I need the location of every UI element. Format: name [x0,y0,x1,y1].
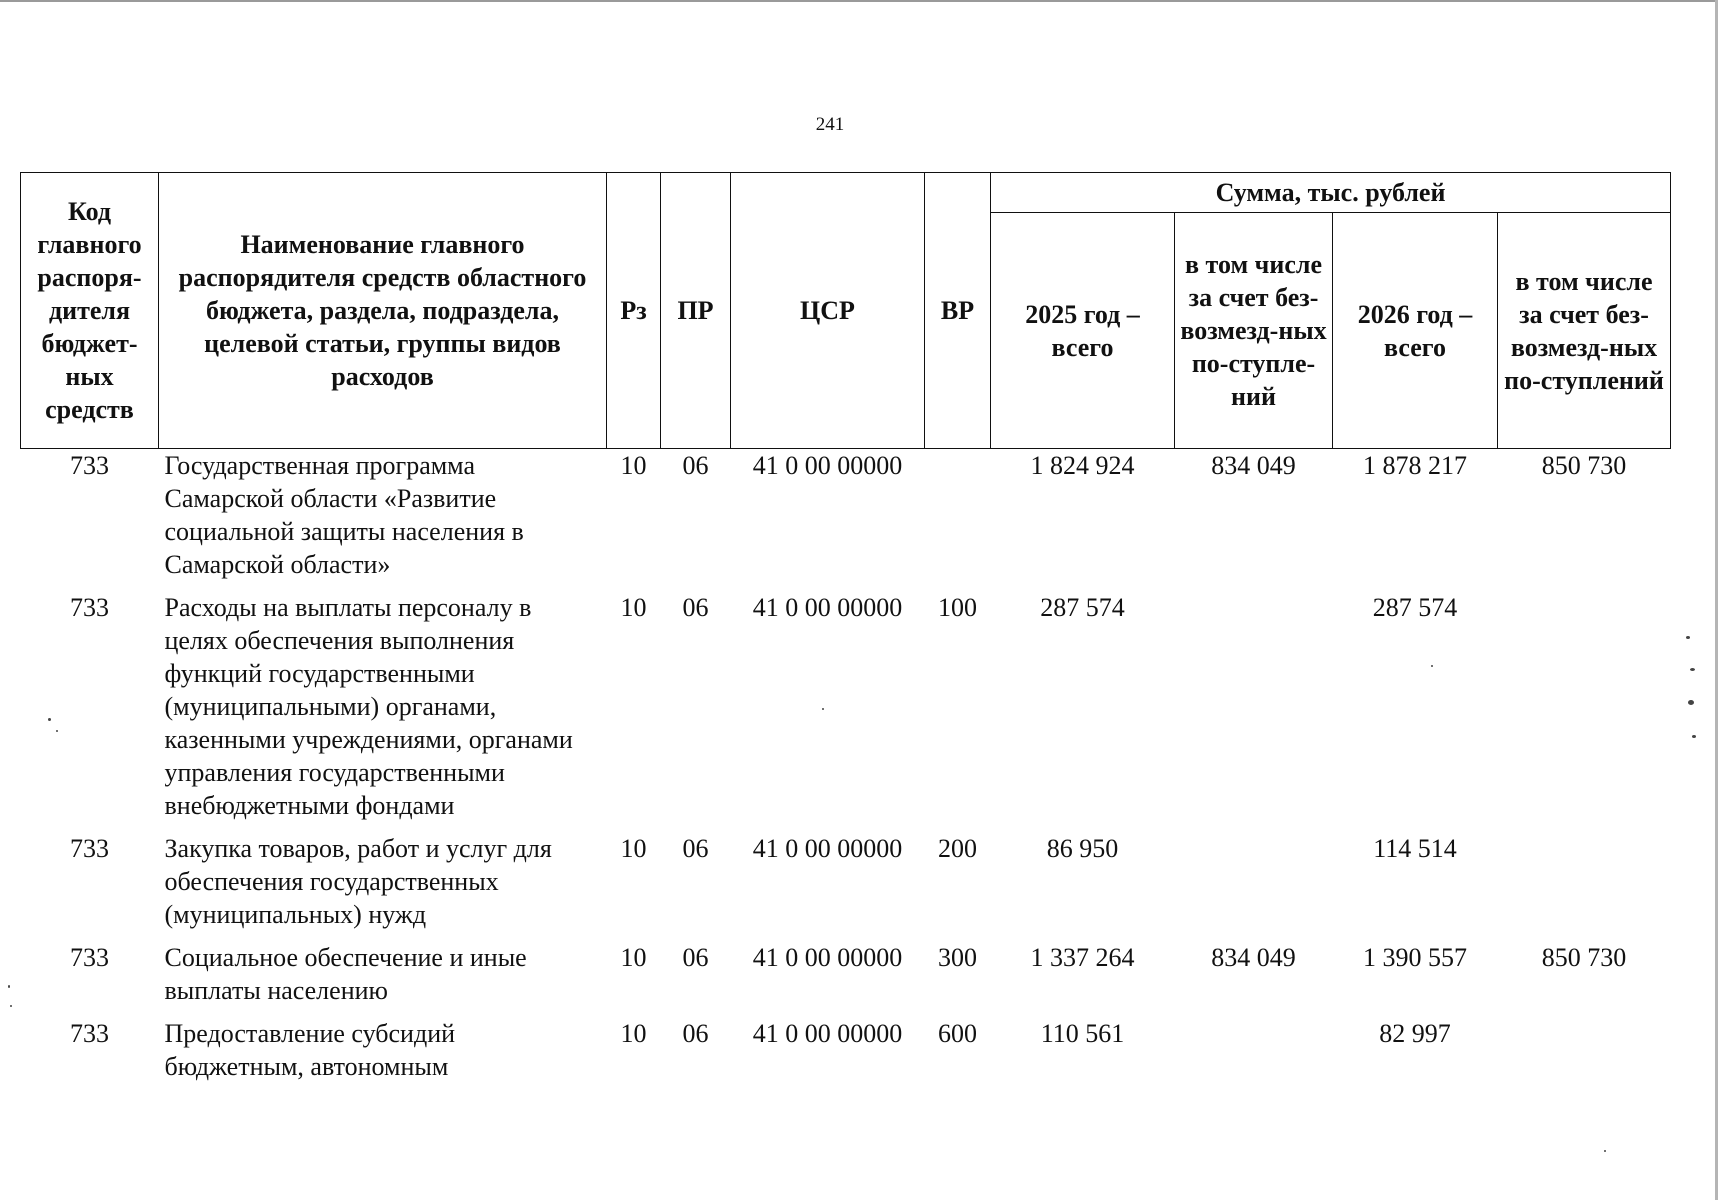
scan-speckle [1431,665,1433,667]
cell-vr: 600 [938,1019,977,1048]
scan-edge-top [0,0,1718,2]
budget-table [20,172,1671,1093]
cell-2025-total: 1 337 264 [1030,943,1135,972]
table-row [21,832,1671,941]
cell-2026-total: 287 574 [1372,593,1458,622]
cell-2025-total: 110 561 [1040,1019,1125,1048]
cell-2026-total: 1 390 557 [1363,943,1467,972]
cell-2026-gratuitous [1498,591,1671,832]
header-rz: Рз [607,173,661,449]
cell-pr: 06 [682,451,709,480]
cell-2026-gratuitous: 850 730 [1541,451,1627,480]
cell-csr: 41 0 00 00000 [752,1019,903,1048]
cell-2025-total: 1 824 924 [1030,451,1135,480]
header-csr: ЦСР [731,173,925,449]
cell-csr: 41 0 00 00000 [752,943,903,972]
cell-2026-total: 114 514 [1373,834,1457,863]
cell-csr: 41 0 00 00000 [752,593,903,622]
cell-2025-total: 287 574 [1040,593,1125,622]
cell-code: 733 [70,593,109,622]
header-2025-gratuitous: в том числе за счет без-возмезд-ных по-ступле-ний [1175,213,1333,449]
cell-vr: 200 [938,834,977,863]
scan-speckle [48,718,51,721]
cell-vr: 300 [938,943,977,972]
cell-code: 733 [70,943,109,972]
cell-pr: 06 [682,593,709,622]
scan-speckle [8,985,10,988]
cell-name: Предоставление субсидий бюджетным, автономным [164,1019,456,1081]
cell-pr: 06 [682,834,709,863]
cell-rz: 10 [620,593,647,622]
cell-pr: 06 [682,1019,709,1048]
cell-name: Закупка товаров, работ и услуг для обеспечения государственных (муниципальных) нужд [164,834,552,929]
scan-speckle [10,1005,12,1007]
header-vr: ВР [925,173,991,449]
cell-2026-total: 82 997 [1379,1019,1451,1048]
cell-vr: 100 [938,593,977,622]
cell-code: 733 [70,834,109,863]
table-row [21,449,1671,592]
table-row [21,1017,1671,1093]
header-name: Наименование главного распорядителя средств областного бюджета, раздела, подраздела, целевой статьи, группы видов расходов [159,173,607,449]
cell-rz: 10 [620,834,647,863]
table-body [21,449,1671,1094]
cell-csr: 41 0 00 00000 [752,451,903,480]
header-2026-gratuitous: в том числе за счет без-возмезд-ных по-ступлений [1498,213,1671,449]
cell-code: 733 [70,1019,109,1048]
scan-speckle [1604,1150,1606,1152]
header-2026-total: 2026 год – всего [1333,213,1498,449]
page-number: 241 [815,114,845,135]
cell-rz: 10 [620,451,647,480]
scan-speckle [56,730,58,732]
header-pr: ПР [661,173,731,449]
cell-vr [925,449,991,592]
cell-2025-gratuitous [1175,1017,1333,1093]
cell-name: Расходы на выплаты персоналу в целях обеспечения выполнения функций государственными (муниципальными) органами, казенными учреждениями, органами управления государственными внебюджетными фондами [164,593,573,820]
scan-speckle [1686,636,1690,639]
header-2025-total: 2025 год – всего [991,213,1175,449]
cell-name: Государственная программа Самарской области «Развитие социальной защиты населения в Самарской области» [164,451,524,579]
table-row [21,941,1671,1017]
cell-name: Социальное обеспечение и иные выплаты населению [164,943,527,1005]
cell-code: 733 [70,451,109,480]
header-row-top [21,173,1671,213]
cell-2025-gratuitous [1175,832,1333,941]
cell-2026-gratuitous [1498,832,1671,941]
header-code: Код главного распоря-дителя бюджет-ных средств [21,173,159,449]
cell-2025-total: 86 950 [1046,834,1119,863]
cell-2026-gratuitous [1498,1017,1671,1093]
cell-rz: 10 [620,943,647,972]
cell-csr: 41 0 00 00000 [752,834,903,863]
table-row [21,591,1671,832]
scan-speckle [1690,668,1695,671]
cell-2026-gratuitous: 850 730 [1541,943,1627,972]
cell-2025-gratuitous: 834 049 [1211,943,1296,972]
cell-rz: 10 [620,1019,647,1048]
cell-2026-total: 1 878 217 [1363,451,1467,480]
header-sum-group: Сумма, тыс. рублей [991,173,1671,213]
scan-speckle [1692,735,1696,738]
cell-2025-gratuitous: 834 049 [1211,451,1296,480]
cell-2025-gratuitous [1175,591,1333,832]
scan-speckle [822,708,824,710]
cell-pr: 06 [682,943,709,972]
scan-speckle [1688,700,1694,705]
